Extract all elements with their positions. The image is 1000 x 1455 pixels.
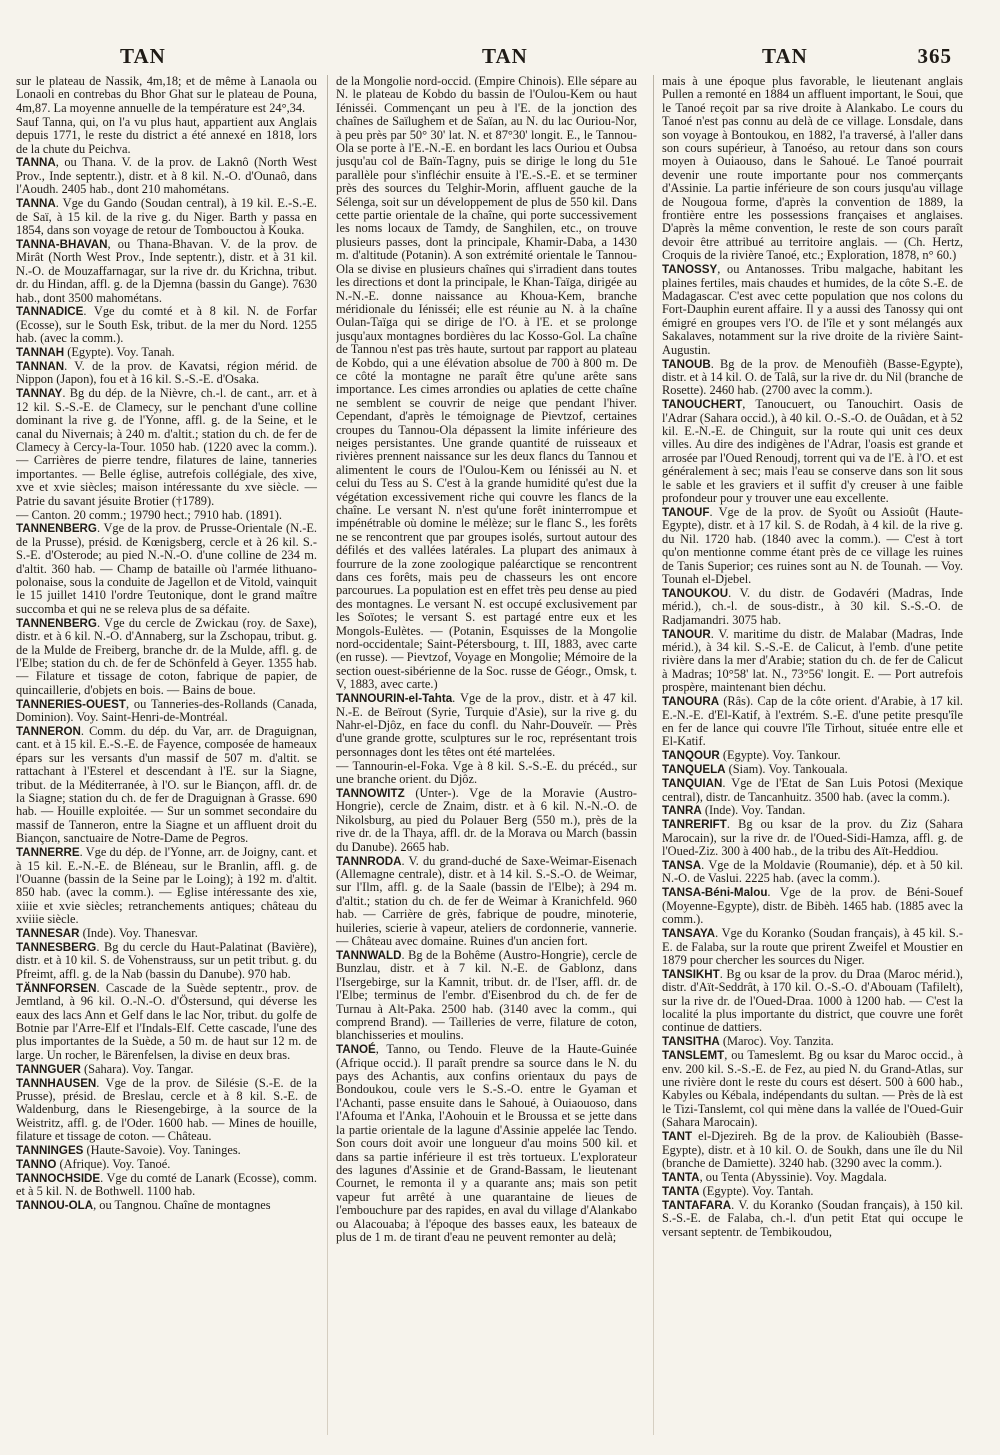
entry-headword: TANNAH xyxy=(16,346,65,360)
entry-text: . V. du grand-duché de Saxe-Weimar-Eisenach (Allemagne centrale), distr. et à 14 kil. S.-S.-O. de Weimar, sur l'Ilm, affl. g. de la Saale (bassin de l'Elbe); à 294 m. d'altit.; station du ch. de fer de Weimar à Kranichfeld. 960 hab. — Carrière de grès, fabrique de poudre, minoterie, huileries, scierie à vapeur, ateliers de cordonnerie, vannerie. — Château avec domaine. Ruines d'un ancien fort. xyxy=(336,853,637,948)
entry-headword: TANNADICE xyxy=(16,305,84,319)
dictionary-entry xyxy=(16,927,317,940)
entry-headword: TANNERRE xyxy=(16,846,80,860)
entry-text: sur le plateau de Nassik, 4m,18; et de même à Lanaola ou Lonaoli en contrebas du Bhor Ghat sur le plateau de Pouna, 4m,87. La moyenne annuelle de la température est 24°,34. xyxy=(16,75,317,115)
entry-headword: TANTA xyxy=(662,1184,700,1198)
dictionary-entry xyxy=(662,587,963,627)
dictionary-entry xyxy=(16,238,317,305)
entry-headword: TANRA xyxy=(662,804,702,818)
dictionary-entry xyxy=(16,116,317,156)
dictionary-entry xyxy=(662,968,963,1035)
entry-headword: TANSAYA xyxy=(662,927,716,941)
entry-text: . Bg de la Bohême (Austro-Hongrie), cercle de Bunzlau, distr. et à 7 kil. N.-E. de Gablonz, dans l'Isergebirge, sur la Kamnit, tribut. dr. de l'Iser, affl. dr. de l'Elbe; terminus de l'embr. d'Eisenbrod du ch. de fer de Turnau à Alt-Paka. 2500 hab. (3140 avec la comm., qui comprend Brand). — Tailleries de verre, filature de coton, blanchisseries et moulins. xyxy=(336,947,637,1043)
entry-text: , ou Thana-Bhavan. V. de la prov. de Mirât (North West Prov., Inde septentr.), distr. et à 31 kil. N.-O. de Mouzaffarnagar, sur la rive dr. du Krichna, tribut. dr. du Hindan, affl. g. de la Djemna (bassin du Gange). 7630 hab., dont 3500 mahométans. xyxy=(16,236,317,305)
dictionary-entry xyxy=(662,804,963,817)
entry-headword: TANOUB xyxy=(662,357,711,371)
entry-text: (Egypte). Voy. Tankour. xyxy=(719,748,841,763)
entry-headword: TANNERIES-OUEST xyxy=(16,697,126,711)
dictionary-entry xyxy=(16,1077,317,1144)
entry-headword: TANSITHA xyxy=(662,1035,720,1049)
column-divider xyxy=(653,75,654,1435)
dictionary-entry xyxy=(662,777,963,804)
dictionary-entry xyxy=(662,859,963,886)
entry-text: (Inde). Voy. Tandan. xyxy=(701,803,806,818)
entry-text: . Vge de la prov. de Silésie (S.-E. de la Prusse), présid. de Breslau, cercle et à 8 kil. S.-E. de Waldenburg, dans le Riesengebirge, à la source de la Weistritz, affl. g. de l'Oder. 1600 hab. — Mines de houille, filature et tissage de coton. — Château. xyxy=(16,1075,317,1144)
dictionary-entry xyxy=(16,941,317,981)
entry-text: — Tannourin-el-Foka. Vge à 8 kil. S.-S.-E. du précéd., sur une branche orient. du Djôz. xyxy=(336,758,637,787)
dictionary-entry xyxy=(662,1130,963,1170)
entry-text: . Vge du cercle de Zwickau (roy. de Saxe), distr. et à 6 kil. N.-O. d'Annaberg, sur la Zschopau, tribut. g. de la Mulde de Freiberg, branche dr. de la Mulde, affl. g. de l'Elbe; station du ch. de fer de Schönfeld à Geyer. 1355 hab. — Filature et tissage de coton, fabrique de papier, de quincaillerie, d'objets en bois. — Bains de boue. xyxy=(16,615,317,697)
dictionary-entry xyxy=(16,982,317,1062)
entry-text: (Maroc). Voy. Tanzita. xyxy=(719,1034,834,1049)
entry-headword: TANQOUR xyxy=(662,749,720,763)
dictionary-entry xyxy=(662,886,963,926)
entry-headword: TANOUF xyxy=(662,506,710,519)
entry-text: . Vge du Gando (Soudan central), à 19 kil. E.-S.-E. de Saï, à 15 kil. de la rive g. du Niger. Barth y passa en 1854, dans son voyage de retour de Tombouctou à Kouka. xyxy=(16,196,317,237)
entry-text: (Inde). Voy. Thanesvar. xyxy=(79,926,198,941)
entry-text: . Vge de l'Etat de San Luis Potosi (Mexique central), distr. de Tancanhuitz. 3500 hab. (avec la comm.). xyxy=(662,776,963,804)
dictionary-entry xyxy=(662,506,963,586)
entry-text: . V. de la prov. de Kavatsi, région mérid. de Nippon (Japon), fou et à 16 kil. S.-S.-E. d'Osaka. xyxy=(16,359,317,387)
dictionary-entry xyxy=(16,509,317,522)
dictionary-entry xyxy=(16,1063,317,1076)
text-column-2 xyxy=(336,75,637,1440)
entry-headword: TANNENBERG xyxy=(16,616,97,630)
dictionary-entry xyxy=(16,387,317,508)
entry-text: . Bg du cercle du Haut-Palatinat (Bavière), distr. et à 10 kil. S. de Vohenstrauss, sur un petit tribut. g. du Pfreimt, affl. g. de la Nab (bassin du Danube). 970 hab. xyxy=(16,940,317,981)
entry-text: . Bg du dép. de la Nièvre, ch.-l. de cant., arr. et à 12 kil. S.-S.-E. de Clamecy, sur le penchant d'une colline dominant la rive g. de l'Yonne, affl. g. de la Seine, et le canal du Nivernais; à 240 m. d'altit.; station du ch. de fer de Clamecy à Cercy-la-Tour. 1050 hab. (1220 avec la comm.). — Carrières de pierre tendre, filatures de laine, tanneries importantes. — Belle église, autrefois collégiale, des xive, xve et xvie siècles; maison intéressante du xve siècle. — Patrie du savant jésuite Brotier (†1789). xyxy=(16,386,317,508)
running-head-left: TAN xyxy=(120,44,166,68)
dictionary-entry xyxy=(16,617,317,697)
entry-text: , ou Tanneries-des-Rollands (Canada, Dominion). Voy. Saint-Henri-de-Montréal. xyxy=(16,696,317,725)
dictionary-entry xyxy=(16,75,317,115)
entry-headword: TANSIKHT xyxy=(662,967,720,981)
entry-text: . Vge de la prov. de Prusse-Orientale (N.-E. de la Prusse), présid. de Kœnigsberg, cercle et à 26 kil. S.-S.-E. d'Osterode; au pied N.-N.-O. d'une colline de 234 m. d'altit. 360 hab. — Champ de bataille où l'armée lithuano-polonaise, sous la conduite de Jagellon et de Vitold, vainquit le 15 juillet 1410 l'ordre Teutonique, dont le grand maître succomba et qui ne se releva plus de sa défaite. xyxy=(16,521,317,616)
entry-headword: TANOUCHERT xyxy=(662,398,743,412)
dictionary-entry xyxy=(16,1144,317,1157)
entry-text: , Tanoucuert, ou Tanouchirt. Oasis de l'Adrar (Sahara occid.), à 40 kil. O.-S.-O. de Ouâdan, et à 52 kil. E.-N.-E. de Chinguit, sur la route qui unit ces deux villes. Au dire des indigènes de l'Adrar, l'oasis est grande et arrosée par l'Oued Renoudj, torrent qui va de l'E. à l'O. et est généralement à sec; mais l'eau se conserve dans son lit sous le sable et les graviers et il suffit d'y creuser à une faible profondeur pour y trouver une eau excellente. xyxy=(662,397,963,506)
entry-text: (Haute-Savoie). Voy. Taninges. xyxy=(83,1143,241,1158)
entry-text: . Vge du comté et à 8 kil. N. de Forfar (Ecosse), sur le South Esk, tribut. de la mer du Nord. 1255 hab. (avec la comm.). xyxy=(16,304,317,346)
entry-text: (Unter-). Vge de la Moravie (Austro-Hongrie), cercle de Znaim, distr. et à 6 kil. N.-N.-O. de Nikolsburg, au pied du Polauer Berg (550 m.), près de la rive dr. de la Thaya, affl. dr. de la Morava ou March (bassin du Danube). 2665 hab. xyxy=(336,786,637,854)
entry-headword: TANOUR xyxy=(662,627,711,641)
dictionary-entry xyxy=(336,692,637,759)
entry-text: (Egypte). Voy. Tanah. xyxy=(64,345,175,360)
running-head-right: TAN xyxy=(762,44,808,68)
entry-text: . Bg de la prov. de Menoufièh (Basse-Egypte), distr. et à 14 kil. O. de Talâ, sur la rive dr. du Nil (branche de Rosette). 2460 hab. (2700 avec la comm.). xyxy=(662,356,963,398)
dictionary-entry xyxy=(16,1158,317,1171)
dictionary-entry xyxy=(662,695,963,749)
entry-headword: TANNA-BHAVAN xyxy=(16,237,108,251)
entry-headword: TANNAN xyxy=(16,360,65,374)
entry-text: de la Mongolie nord-occid. (Empire Chinois). Elle sépare au N. le plateau de Kobdo du bassin de l'Oulou-Kem ou haut Iénisséi. Commençant un peu à l'E. de la jonction des chaînes de Saïlughem et de Saïan, au N. du lac Ouriou-Nor, à peu près par 50° 30' lat. N. et 87°30' longit. E., le Tannou-Ola se porte à l'E.-N.-E. en bordant les lacs Ouriou et Oubsa jusqu'au col de Baïn-Tagny, puis se dirige le long du 51e parallèle pour s'infléchir ensuite à l'E.-S.-E. et se terminer près des sources du Telghir-Morin, affluent gauche de la Sélenga, soit sur un développement de plus de 550 kil. Dans cette partie orientale de la chaîne, qui porte successivement les noms locaux de Tamdy, de Sanghilen, etc., on trouve plusieurs passes, dont la principale, Khamir-Daba, a 1430 m. d'altitude (Potanin). A son extrémité orientale le Tannou-Ola se divise en plusieurs chaînes qui s'irradient dans toutes les directions et dont la principale, le Khan-Taïga, dirigée au N.-N.-E. donne naissance au Khoua-Kem, branche méridionale du Iénisséi; elle est réunie au N. à la chaîne Oulan-Taïga qui se dirige de l'O. à l'E. et se prolonge jusqu'aux montagnes bordières du lac Kosso-Gol. La chaîne de Tannou n'est pas très haute, surtout par rapport au plateau de Kobdo, qui a une élévation absolue de 700 à 800 m. De ce côté la montagne ne paraît être qu'une arête sans importance. Les cimes arrondies ou aplaties de cette chaîne ne semblent se couvrir de neige que pendant l'hiver. Cependant, d'après le témoignage de Pievtzof, certaines croupes du Tannou-Ola dépassent la limite inférieure des neiges persistantes. Une grande quantité de ruisseaux et rivières prennent naissance sur les deux flancs du Tannou et alimentent le cours de l'Oulou-Kem ou Iénisséi au N. et celui du Tess au S. C'est à la grande humidité qu'est due la végétation excessivement riche qui couvre les flancs de la chaîne. Le versant N. n'est qu'une forêt ininterrompue et impénétrable où domine le mélèze; sur le flanc S., les forêts ne se rencontrent que par groupes isolés, surtout autour des défilés et des vallées latérales. La plupart des animaux à fourrure de la zone zoologique paléarctique se rencontrent dans ces forêts, mais peu de chasseurs les ont encore parcourues. La population est en effet très peu dense au pied des montagnes. Le versant N. est occupé exclusivement par les Soïotes; le versant S. est partagé entre eux et les Mongols-Eulètes. — (Potanin, Esquisses de la Mongolie nord-occidentale; Saint-Pétersbourg, t. III, 1883, avec carte (en russe). — Pievtzof, Voyage en Mongolie; Mémoire de la section ouest-sibérienne de la Soc. russe de Géogr., Omsk, t. V, 1883, avec carte.) xyxy=(336,75,637,692)
entry-text: , ou Thana. V. de la prov. de Laknô (North West Prov., Inde septentr.), distr. et à 8 kil. N.-O. d'Ounaô, dans l'Aoudh. 2405 hab., dont 210 mahométans. xyxy=(16,155,317,197)
dictionary-entry xyxy=(662,1185,963,1198)
dictionary-entry xyxy=(662,75,963,263)
dictionary-entry xyxy=(662,398,963,505)
entry-headword: TANTAFARA xyxy=(662,1198,732,1212)
dictionary-entry xyxy=(336,760,637,787)
entry-headword: TANQUELA xyxy=(662,763,726,777)
entry-headword: TANQUIAN xyxy=(662,777,723,791)
entry-text: . V. maritime du distr. de Malabar (Madras, Inde mérid.), à 34 kil. S.-S.-E. de Calicut, à l'emb. d'une petite rivière dans la mer d'Arabie; station du ch. de fer de Calicut à Madras; 10°58' lat. N., 73°56' longit. E. — Port autrefois prospère, maintenant bien déchu. xyxy=(662,626,963,695)
text-column-3 xyxy=(662,75,963,1440)
dictionary-entry xyxy=(16,305,317,345)
dictionary-entry xyxy=(662,1049,963,1129)
entry-text: — Canton. 20 comm.; 19790 hect.; 7910 hab. (1891). xyxy=(16,507,283,522)
entry-headword: TANNHAUSEN xyxy=(16,1076,97,1090)
dictionary-entry xyxy=(16,725,317,846)
entry-headword: TANSA-Béni-Malou xyxy=(662,886,768,900)
dictionary-entry xyxy=(16,197,317,237)
entry-headword: TANNA xyxy=(16,156,56,170)
entry-headword: TANRERIFT xyxy=(662,818,727,832)
entry-headword: TANNOCHSIDE xyxy=(16,1171,101,1185)
dictionary-entry xyxy=(16,698,317,725)
entry-text: . Comm. du dép. du Var, arr. de Draguignan, cant. et à 15 kil. E.-S.-E. de Fayence, composée de hameaux épars sur les versants d'un massif de 507 m. d'altit. se rattachant à l'Esterel et descendant à l'E. sur la Siagne, tribut. de la Méditerranée, à l'O. sur le Biançon, affl. dr. de la Siagne; station du ch. de fer de Draguignan à Grasse. 690 hab. — Houille exploitée. — Sur un sommet secondaire du massif de Tanneron, entre la Siagne et un affluent droit du Biançon, sanctuaire de Notre-Dame de Pegros. xyxy=(16,724,317,846)
dictionary-entry xyxy=(336,75,637,692)
entry-headword: TANT xyxy=(662,1130,693,1144)
dictionary-entry xyxy=(16,522,317,616)
entry-text: (Râs). Cap de la côte orient. d'Arabie, à 17 kil. E.-N.-E. d'El-Katif, à l'extrém. S.-E. d'une petite presqu'île en fer de lance qui couvre l'île Tirhout, située entre elle et El-Katif. xyxy=(662,694,963,749)
entry-text: . Vge du dép. de l'Yonne, arr. de Joigny, cant. et à 15 kil. E.-N.-E. de Bléneau, sur le Branlin, affl. g. de l'Ouanne (bassin de la Seine par le Loing); à 192 m. d'altit. 850 hab. (avec la comm.). — Eglise intéressante des xie, xiiie et xvie siècles; retranchements antiques; château du xviiie siècle. xyxy=(16,845,317,927)
entry-headword: TANTA xyxy=(662,1170,700,1184)
dictionary-entry xyxy=(16,360,317,387)
entry-headword: TANSA xyxy=(662,859,702,873)
dictionary-entry xyxy=(662,358,963,398)
entry-headword: TANNINGES xyxy=(16,1144,84,1158)
entry-text: el-Djezireh. Bg de la prov. de Kalioubièh (Basse-Egypte), distr. et à 10 kil. O. de Soukh, dans une île du Nil (branche de Damiette). 3240 hab. (3290 avec la comm.). xyxy=(662,1129,963,1170)
entry-headword: TANNERON xyxy=(16,725,81,738)
entry-text: (Sahara). Voy. Tangar. xyxy=(80,1061,194,1076)
entry-text: Sauf Tanna, qui, on l'a vu plus haut, appartient aux Anglais depuis 1771, le reste du district a été annexé en 1818, lors de la chute du Peichva. xyxy=(16,114,317,156)
dictionary-entry xyxy=(336,1043,637,1244)
entry-headword: TANNOURIN-el-Tahta xyxy=(336,692,453,706)
entry-headword: TANNA xyxy=(16,197,56,211)
entry-headword: TANSLEMT xyxy=(662,1049,725,1063)
entry-headword: TANNENBERG xyxy=(16,522,97,536)
entry-text: . Vge du Koranko (Soudan français), à 45 kil. S.-E. de Falaba, sur la route que prirent Zweifel et Moustier en 1879 pour chercher les sources du Niger. xyxy=(662,926,963,967)
entry-headword: TANNOU-OLA xyxy=(16,1199,94,1213)
dictionary-entry xyxy=(16,346,317,359)
entry-text: , ou Tangnou. Chaîne de montagnes xyxy=(93,1198,271,1213)
dictionary-entry xyxy=(16,846,317,926)
entry-text: , ou Tameslemt. Bg ou ksar du Maroc occid., à env. 200 kil. S.-S.-E. de Fez, au pied N. du Grand-Atlas, sur une rivière dont le reste du cours est désert. 500 à 600 hab., Kabyles ou Kébala, indépendants du sultan. — Près de là est le Tizi-Tanslemt, col qui mène dans la vallée de l'Oued-Guir (Sahara Marocain). xyxy=(662,1048,963,1130)
column-divider xyxy=(327,75,328,1435)
dictionary-entry xyxy=(662,1035,963,1048)
dictionary-entry xyxy=(662,763,963,776)
dictionary-entry xyxy=(662,1171,963,1184)
entry-text: . Bg ou ksar de la prov. du Ziz (Sahara Marocain), sur la rive dr. de l'Oued-Sidi-Hamza, affl. g. de l'Oued-Ziz. 300 à 400 hab., de la tribu des Aït-Heddiou. xyxy=(662,817,963,859)
entry-text: mais à une époque plus favorable, le lieutenant anglais Pullen a remonté en 1884 un affluent important, le Soui, que le Tanoé reçoit par sa rive droite à Alankabo. Le cours du Tanoé n'est pas connu au delà de ce village. Lonsdale, dans son voyage à Bontoukou, en 1882, l'a traversé, à l'aller dans son cours supérieur, à Tanoéso, au retour dans son cours moyen à Ouiaouso, dans le Sahoué. Le Tanoé pourrait devenir une route importante pour nos commerçants d'Assinie. La partie inférieure de son cours jusqu'au village de Nougoua forme, d'après la convention de 1889, la frontière entre les possessions françaises et anglaises. D'après la même convention, le reste de son cours paraît devoir être attribué au territoire anglais. — (Ch. Hertz, Croquis de la rivière Tanoé, etc.; Exploration, 1878, n° 60.) xyxy=(662,75,963,263)
dictionary-entry xyxy=(662,927,963,967)
entry-headword: TANOURA xyxy=(662,695,720,709)
entry-text: (Siam). Voy. Tankouala. xyxy=(725,762,848,777)
entry-text: , ou Tenta (Abyssinie). Voy. Magdala. xyxy=(699,1169,887,1184)
entry-headword: TANNESAR xyxy=(16,927,80,941)
entry-text: . Vge de la prov. de Syoût ou Assioût (Haute-Egypte), distr. et à 17 kil. S. de Rodah, à 4 kil. de la rive g. du Nil. 1720 hab. (1840 avec la comm.). — C'est à tort qu'on mentionne comme étant près de ce village les ruines de Tanis Superior; ces ruines sont au N. de Tounah. — Voy. Tounah el-Djebel. xyxy=(662,505,963,587)
dictionary-entry xyxy=(336,787,637,854)
entry-headword: TANOUKOU xyxy=(662,586,729,600)
page-header xyxy=(50,44,952,70)
dictionary-entry xyxy=(662,818,963,858)
dictionary-entry xyxy=(336,855,637,949)
entry-text: . Vge de la prov., distr. et à 47 kil. N.-E. de Beïrout (Syrie, Turquie d'Asie), sur la rive g. du Nahr-el-Djôz, en face du confl. du Nahr-Douveïr. — Près d'une grande grotte, sculptures sur le roc, représentant trois personnages dont les têtes ont été martelées. xyxy=(336,691,637,759)
entry-headword: TÄNNFORSEN xyxy=(16,981,97,995)
entry-headword: TANNGUER xyxy=(16,1062,81,1076)
entry-text: . Cascade de la Suède septentr., prov. de Jemtland, à 96 kil. O.-N.-O. d'Östersund, qui déverse les eaux des lacs Ann et Gelf dans le lac Nor, tribut. du golfe de Botnie par l'Arre-Elf et l'Indals-Elf. Cette cascade, l'une des plus importantes de la Suède, a 50 m. de haut sur 12 m. de large. Un rocher, le Bärenfelsen, la divise en deux bras. xyxy=(16,980,317,1062)
entry-headword: TANNOWITZ xyxy=(336,787,405,801)
dictionary-entry xyxy=(662,1199,963,1239)
text-column-1 xyxy=(16,75,317,1440)
entry-headword: TANNWALD xyxy=(336,948,402,962)
entry-headword: TANOSSY xyxy=(662,263,718,277)
entry-text: . Vge de la prov. de Béni-Souef (Moyenne-Egypte), distr. de Bibèh. 1465 hab. (1885 avec la comm.). xyxy=(662,885,963,927)
entry-text: . V. du distr. de Godavéri (Madras, Inde mérid.), ch.-l. de sous-distr., à 30 kil. S.-S.-O. de Radjamandri. 3075 hab. xyxy=(662,585,963,627)
dictionary-entry xyxy=(662,263,963,357)
entry-headword: TANNAY xyxy=(16,387,63,401)
entry-text: . V. du Koranko (Soudan français), à 150 kil. S.-S.-E. de Falaba, ch.-l. d'un petit Etat qui occupe le versant septentr. de Tembikoudou, xyxy=(662,1197,963,1239)
dictionary-entry xyxy=(16,156,317,196)
page-number: 365 xyxy=(917,44,952,68)
entry-headword: TANNESBERG xyxy=(16,941,97,954)
dictionary-entry xyxy=(662,628,963,695)
entry-text: . Vge de la Moldavie (Roumanie), dép. et à 50 kil. N.-O. de Vaslui. 2225 hab. (avec la comm.). xyxy=(662,858,963,886)
dictionary-entry xyxy=(662,749,963,762)
entry-text: (Egypte). Voy. Tantah. xyxy=(699,1183,814,1198)
entry-text: . Bg ou ksar de la prov. du Draa (Maroc mérid.), distr. d'Aït-Seddrât, à 170 kil. O.-S.-O. d'Abouam (Tafilelt), sur la rive dr. de l'Oued-Draa. 1000 à 1200 hab. — C'est la localité la plus importante du district, que couvre une forêt continue de dattiers. xyxy=(662,966,963,1035)
entry-text: . Vge du comté de Lanark (Ecosse), comm. et à 5 kil. N. de Bothwell. 1100 hab. xyxy=(16,1170,317,1199)
dictionary-entry xyxy=(336,949,637,1043)
entry-text: (Afrique). Voy. Tanoé. xyxy=(56,1157,171,1171)
entry-text: , Tanno, ou Tendo. Fleuve de la Haute-Guinée (Afrique occid.). Il paraît prendre sa source dans le N. du pays des Achantis, aux confins orientaux du pays de Bondoukou, coule vers le S.-S.-O. entre le Gyaman et l'Achanti, passe ensuite dans le Sahoué, à Ouiaouoso, dans l'Afouma et l'Anka, l'Aohouin et le Broussa et se jette dans la partie orientale de la lagune d'Assinie appelée lac Tendo. Son cours doit avoir une longueur d'au moins 500 kil. et dans sa partie inférieure il est très tortueux. L'explorateur des lagunes d'Assinie et de Grand-Bassam, le lieutenant Cournet, le remonta il y a quarante ans; mais son petit vapeur fut arrêté à une quarantaine de lieues de l'embouchure par des rapides, en aval du village d'Alankabo ou Alacouaba; à l'époque des basses eaux, les bateaux de plus de 1 m. de tirant d'eau ne peuvent remonter au delà; xyxy=(336,1042,637,1244)
entry-headword: TANNO xyxy=(16,1158,57,1171)
entry-text: , ou Antanosses. Tribu malgache, habitant les plaines fertiles, mais chaudes et humides, de la côte S.-E. de Madagascar. C'est avec cette population que nos colons du Fort-Dauphin eurent affaire. Il y a aussi des Tanossy qui ont émigré en groupes vers l'O. de l'île et y sont mélangés aux Sakalaves, notamment sur la rive droite de la rivière Saint-Augustin. xyxy=(662,262,963,357)
entry-headword: TANOÉ xyxy=(336,1043,376,1057)
dictionary-entry xyxy=(16,1199,317,1212)
running-head-center: TAN xyxy=(482,44,528,68)
dictionary-entry xyxy=(16,1172,317,1199)
entry-headword: TANNRODA xyxy=(336,854,402,868)
